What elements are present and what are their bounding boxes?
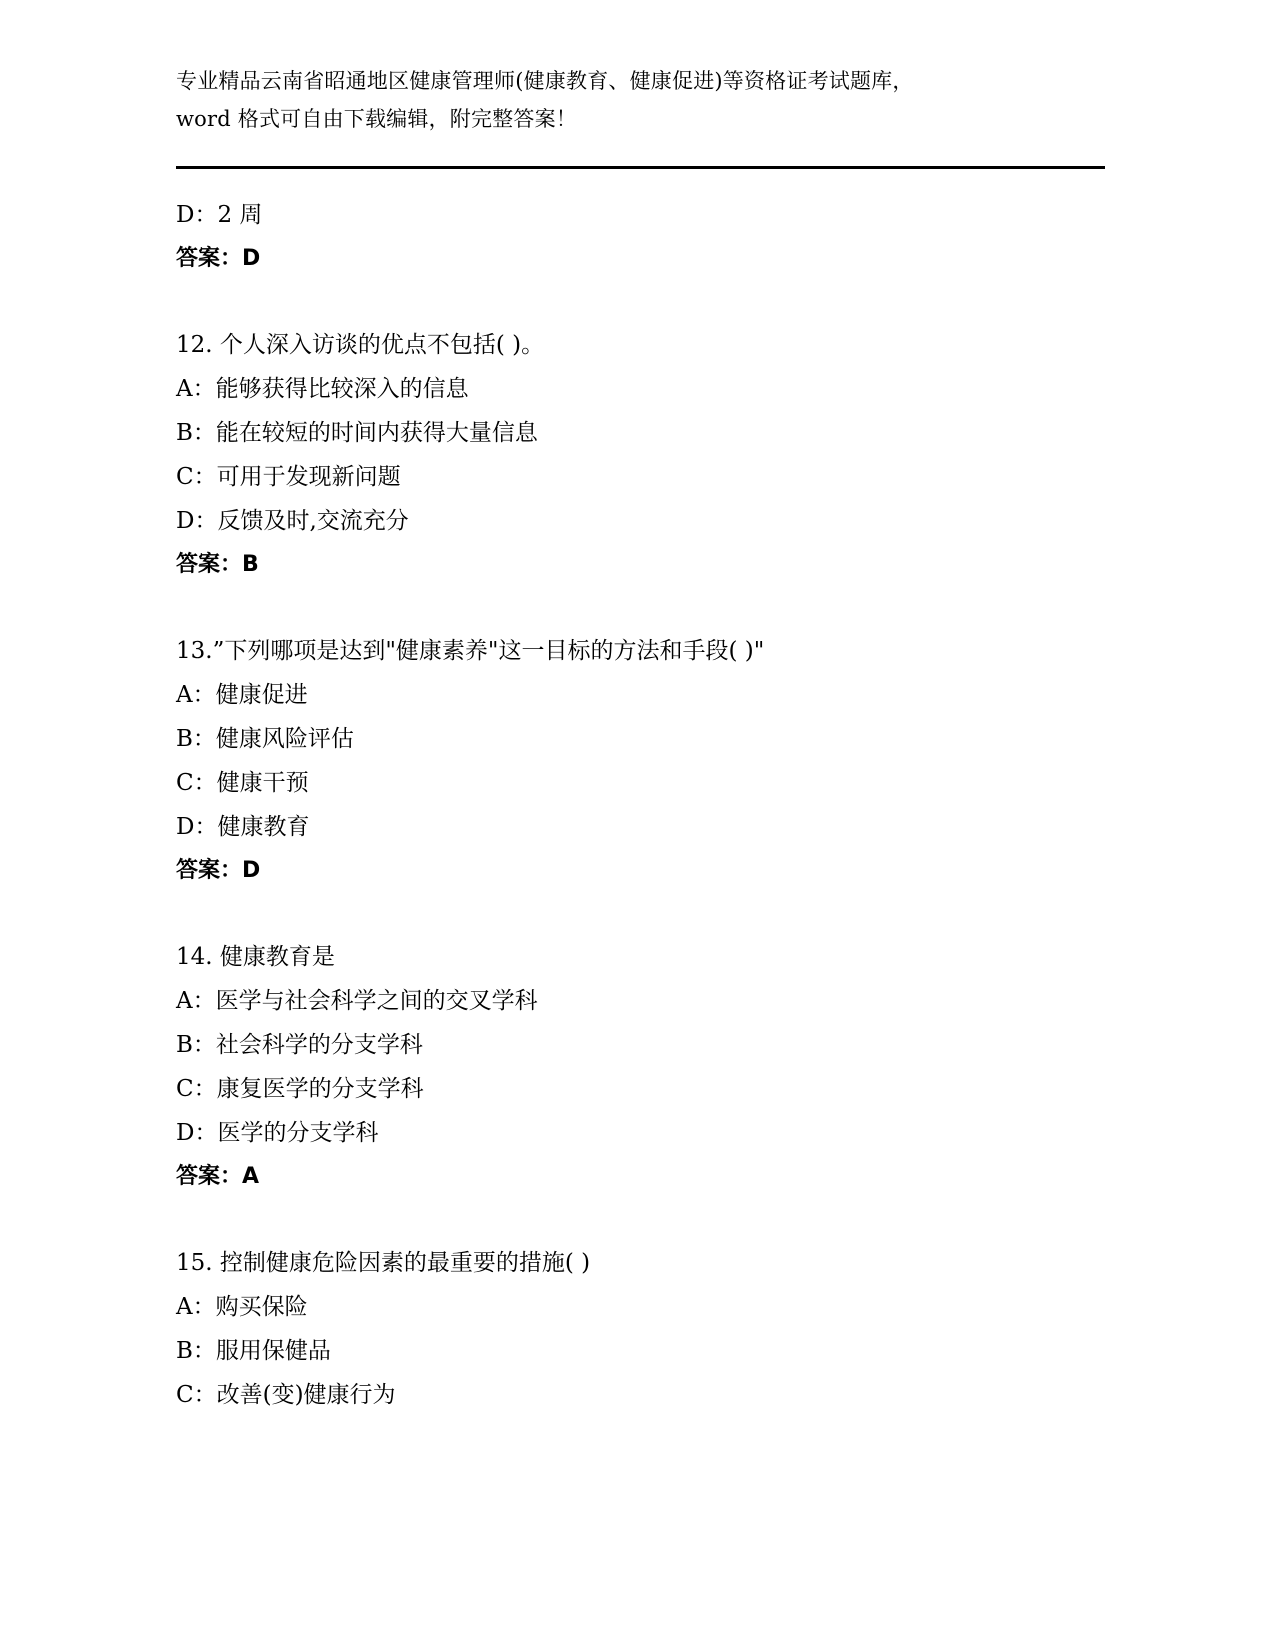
option-d: D：2 周 bbox=[176, 202, 263, 228]
option-b: B：能在较短的时间内获得大量信息 bbox=[176, 420, 538, 446]
option-a: A：医学与社会科学之间的交叉学科 bbox=[176, 988, 538, 1014]
option-a: A：能够获得比较深入的信息 bbox=[176, 376, 469, 402]
continued-question-block bbox=[176, 193, 1105, 281]
option-b: B：服用保健品 bbox=[176, 1338, 331, 1364]
header-line-1: 专业精品云南省昭通地区健康管理师(健康教育、健康促进)等资格证考试题库， bbox=[176, 69, 914, 93]
option-c: C：健康干预 bbox=[176, 770, 309, 796]
option-a: A：健康促进 bbox=[176, 682, 308, 708]
document-body bbox=[176, 169, 1105, 1417]
question-stem: 15. 控制健康危险因素的最重要的措施( ) bbox=[176, 1250, 591, 1276]
question-stem: 13.”下列哪项是达到"健康素养"这一目标的方法和手段( )" bbox=[176, 638, 765, 664]
question-block-12 bbox=[176, 323, 1105, 587]
option-c: C：可用于发现新问题 bbox=[176, 464, 401, 490]
option-b: B：健康风险评估 bbox=[176, 726, 354, 752]
header-line-2: word 格式可自由下载编辑，附完整答案！ bbox=[176, 107, 577, 131]
page-header bbox=[176, 62, 1105, 138]
answer-line: 答案：B bbox=[176, 552, 259, 577]
question-block-14 bbox=[176, 935, 1105, 1199]
option-c: C：改善(变)健康行为 bbox=[176, 1382, 396, 1408]
option-a: A：购买保险 bbox=[176, 1294, 308, 1320]
option-d: D：医学的分支学科 bbox=[176, 1120, 379, 1146]
option-b: B：社会科学的分支学科 bbox=[176, 1032, 423, 1058]
answer-line: 答案：D bbox=[176, 246, 261, 271]
option-d: D：健康教育 bbox=[176, 814, 310, 840]
option-c: C：康复医学的分支学科 bbox=[176, 1076, 424, 1102]
question-stem: 12. 个人深入访谈的优点不包括( )。 bbox=[176, 332, 545, 358]
answer-line: 答案：A bbox=[176, 1164, 260, 1189]
question-block-13 bbox=[176, 629, 1105, 893]
question-stem: 14. 健康教育是 bbox=[176, 944, 335, 970]
answer-line: 答案：D bbox=[176, 858, 261, 883]
option-d: D：反馈及时,交流充分 bbox=[176, 508, 409, 534]
question-block-15 bbox=[176, 1241, 1105, 1417]
